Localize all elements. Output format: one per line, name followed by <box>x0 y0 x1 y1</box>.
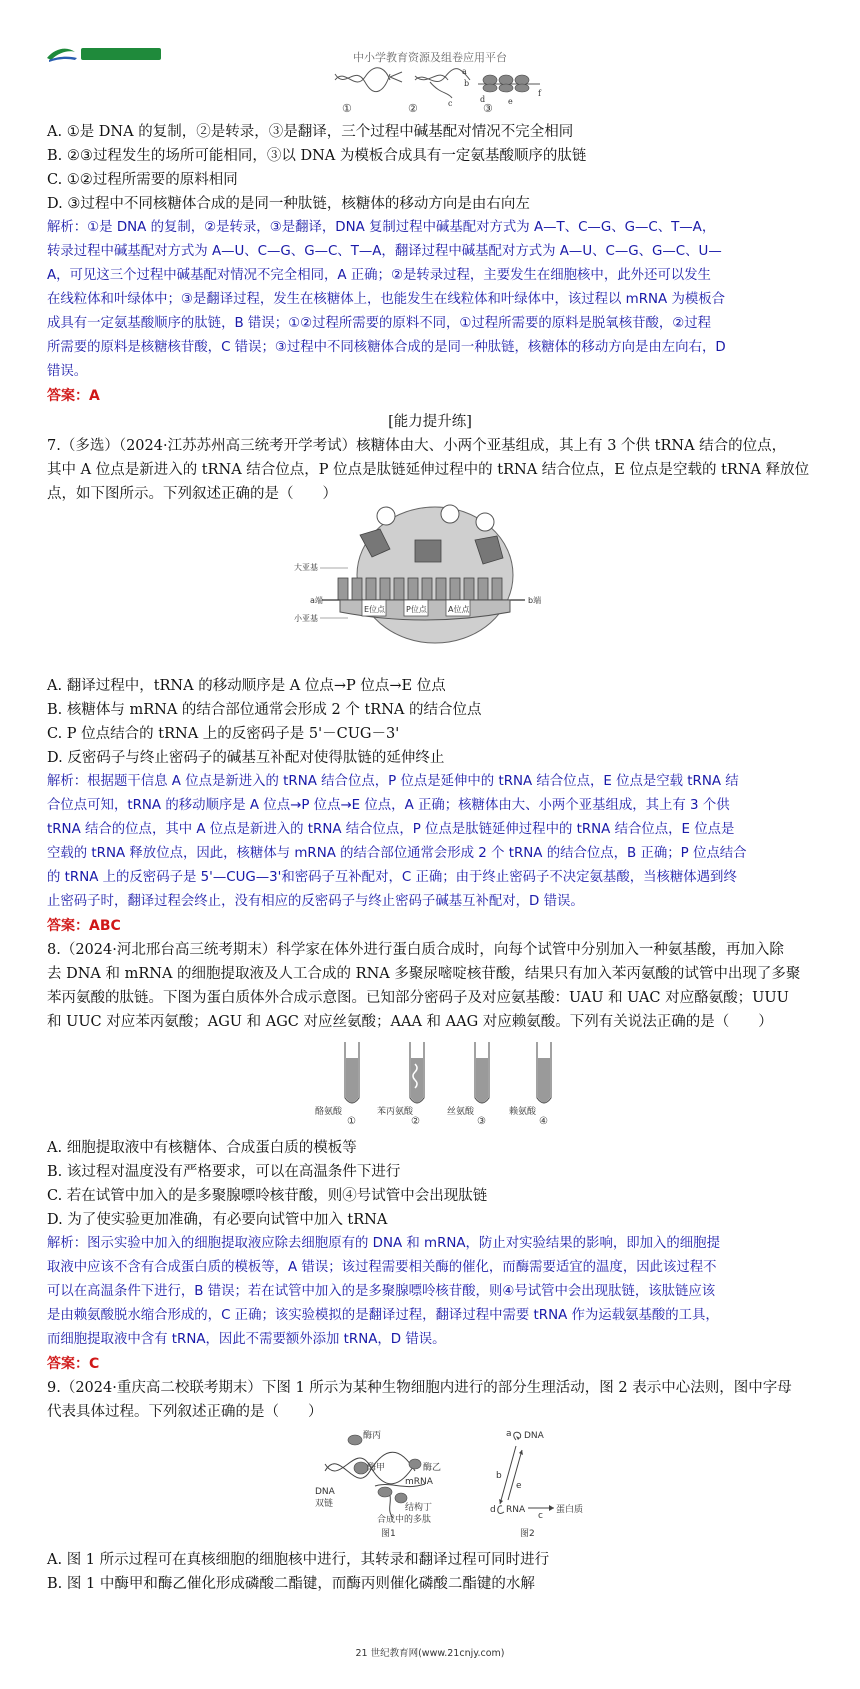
q8-analysis-line: 而细胞提取液中含有 tRNA，因此不需要额外添加 tRNA，D 错误。 <box>47 1332 446 1347</box>
q6-analysis-line: 解析：①是 DNA 的复制，②是转录，③是翻译，DNA 复制过程中碱基配对方式为 A—T、C—G、G—C、T—A， <box>47 220 716 235</box>
section-title: [能力提升练] <box>388 414 472 430</box>
label-peptide: 合成中的多肽 <box>377 1515 432 1525</box>
caption-figure-1: 图1 <box>381 1529 396 1539</box>
q7-analysis-line: 的 tRNA 上的反密码子是 5'—CUG—3'和密码子互补配对，C 正确；由于终止密码子不决定氨基酸，当核糖体遇到终 <box>47 870 737 885</box>
label-structure: 结构丁 <box>405 1503 433 1513</box>
page-footer: 21 世纪教育网(www.21cnjy.com) <box>355 1648 505 1659</box>
q7-analysis-line: 合位点可知，tRNA 的移动顺序是 A 位点→P 位点→E 位点，A 正确；核糖体由大、小两个亚基组成，其上有 3 个供 <box>47 798 730 813</box>
q6-option-d: D. ③过程中不同核糖体合成的是同一种肽链，核糖体的移动方向是由右向左 <box>47 196 530 212</box>
tube-label-4: 赖氨酸 <box>509 1107 537 1117</box>
q6-option-c: C. ①②过程所需要的原料相同 <box>47 172 238 188</box>
q6-analysis-line: 成具有一定氨基酸顺序的肽链，B 错误；①②过程所需要的原料不同，①过程所需要的原料是脱氧核苷酸，②过程 <box>47 316 712 331</box>
label-b: b <box>496 1471 502 1481</box>
q8-option-b: B. 该过程对温度没有严格要求，可以在高温条件下进行 <box>47 1164 401 1180</box>
label-d: d <box>480 95 486 104</box>
q7-option-d: D. 反密码子与终止密码子的碱基互补配对使得肽链的延伸终止 <box>47 750 445 766</box>
q7-answer: 答案：ABC <box>47 918 121 934</box>
q7-option-b: B. 核糖体与 mRNA 的结合部位通常会形成 2 个 tRNA 的结合位点 <box>47 702 482 718</box>
tube-number-1: ① <box>347 1116 356 1127</box>
label-dna: DNA <box>524 1431 544 1441</box>
q7-stem-line: 其中 A 位点是新进入的 tRNA 结合位点，P 位点是肽链延伸过程中的 tRNA 结合位点，E 位点是空载的 tRNA 释放位 <box>47 462 810 478</box>
q7-analysis-line: 解析：根据题干信息 A 位点是新进入的 tRNA 结合位点，P 位点是延伸中的 tRNA 结合位点，E 位点是空载 tRNA 结 <box>47 774 739 789</box>
q8-analysis-line: 取液中应该不含有合成蛋白质的模板等，A 错误；该过程需要相关酶的催化，而酶需要适宜的温度，因此该过程不 <box>47 1260 717 1275</box>
q7-option-c: C. P 位点结合的 tRNA 上的反密码子是 5'－CUG－3' <box>47 726 400 742</box>
q8-analysis-line: 可以在高温条件下进行，B 错误；若在试管中加入的是多聚腺嘌呤核苷酸，则④号试管中会出现肽链，该肽链应该 <box>47 1284 716 1299</box>
label-a: a <box>506 1429 512 1439</box>
q6-analysis-line: 转录过程中碱基配对方式为 A—U、C—G、G—C、T—A，翻译过程中碱基配对方式为 A—U、C—G、G—C、U— <box>47 244 722 259</box>
label-e: e <box>508 97 513 106</box>
tube-number-2: ② <box>411 1116 420 1127</box>
label-a-end: a端 <box>310 596 323 605</box>
tube-label-2: 苯丙氨酸 <box>377 1107 414 1117</box>
fig-test-tubes <box>305 1036 565 1127</box>
fig-q9-figure-1 <box>315 1426 465 1538</box>
q6-analysis-line: 所需要的原料是核糖核苷酸，C 错误；③过程中不同核糖体合成的是同一种肽链，核糖体的移动方向是由左向右，D <box>47 340 726 355</box>
q8-stem-line: 和 UUC 对应苯丙氨酸；AGU 和 AGC 对应丝氨酸；AAA 和 AAG 对应赖氨酸。下列有关说法正确的是（ ） <box>47 1014 773 1030</box>
tube-label-3: 丝氨酸 <box>447 1107 475 1117</box>
label-p-site: P位点 <box>406 605 427 614</box>
q9-stem-line: 代表具体过程。下列叙述正确的是（ ） <box>47 1404 323 1420</box>
fig-replication-transcription-translation <box>330 62 550 114</box>
q6-analysis-line: 在线粒体和叶绿体中；③是翻译过程，发生在核糖体上，也能发生在线粒体和叶绿体中，该过程以 mRNA 为模板合 <box>47 292 726 307</box>
label-enzyme-a: 酶甲 <box>367 1463 386 1473</box>
page-header <box>0 0 860 62</box>
label-b-end: b端 <box>528 596 542 605</box>
q7-stem-line: 点，如下图所示。下列叙述正确的是（ ） <box>47 486 337 502</box>
label-b: b <box>464 79 470 88</box>
label-a: a <box>462 67 467 76</box>
label-protein: 蛋白质 <box>556 1505 584 1515</box>
q7-analysis-line: tRNA 结合的位点，其中 A 位点是新进入的 tRNA 结合位点，P 位点是肽链延伸过程中的 tRNA 结合位点，E 位点是 <box>47 822 735 837</box>
q8-stem-line: 8.（2024·河北邢台高三统考期末）科学家在体外进行蛋白质合成时，向每个试管中分别加入一种氨基酸，再加入除 <box>47 942 784 958</box>
q7-stem-line: 7.（多选）（2024·江苏苏州高三统考开学考试）核糖体由大、小两个亚基组成，其上有 3 个供 tRNA 结合的位点， <box>47 438 787 454</box>
q6-analysis-line: A，可见这三个过程中碱基配对情况不完全相同，A 正确；②是转录过程，主要发生在细胞核中，此外还可以发生 <box>47 268 711 283</box>
label-mrna: mRNA <box>405 1477 433 1487</box>
label-d: d <box>490 1505 496 1515</box>
fig-number-2: ② <box>408 102 418 115</box>
label-large-subunit: 大亚基 <box>294 563 318 572</box>
fig-q9-figure-2 <box>490 1426 610 1538</box>
q9-option-a: A. 图 1 所示过程可在真核细胞的细胞核中进行，其转录和翻译过程可同时进行 <box>47 1552 550 1568</box>
q6-option-b: B. ②③过程发生的场所可能相同，③以 DNA 为模板合成具有一定氨基酸顺序的肽链 <box>47 148 587 164</box>
label-rna: RNA <box>506 1505 526 1515</box>
label-enzyme-b: 酶乙 <box>423 1463 442 1473</box>
q6-answer: 答案：A <box>47 388 100 404</box>
q8-answer: 答案：C <box>47 1356 100 1372</box>
tube-number-4: ④ <box>539 1116 548 1127</box>
fig-number-1: ① <box>342 102 352 115</box>
label-enzyme-c: 酶丙 <box>363 1431 382 1441</box>
q6-analysis-line: 错误。 <box>47 364 88 379</box>
label-f: f <box>538 89 541 98</box>
tube-number-3: ③ <box>477 1116 486 1127</box>
q8-analysis-line: 是由赖氨酸脱水缩合形成的，C 正确；该实验模拟的是翻译过程，翻译过程中需要 tRNA 作为运载氨基酸的工具， <box>47 1308 719 1323</box>
site-name: 中小学教育资源及组卷应用平台 <box>353 51 507 64</box>
q8-analysis-line: 解析：图示实验中加入的细胞提取液应除去细胞原有的 DNA 和 mRNA，防止对实验结果的影响，即加入的细胞提 <box>47 1236 720 1251</box>
fig-ribosome <box>294 500 560 662</box>
fig-number-3: ③ <box>483 102 493 115</box>
label-small-subunit: 小亚基 <box>294 614 318 623</box>
q9-stem-line: 9.（2024·重庆高二校联考期末）下图 1 所示为某种生物细胞内进行的部分生理活动，图 2 表示中心法则，图中字母 <box>47 1380 792 1396</box>
label-e-site: E位点 <box>364 605 386 614</box>
label-a-site: A位点 <box>448 605 470 614</box>
q8-stem-line: 苯丙氨酸的肽链。下图为蛋白质体外合成示意图。已知部分密码子及对应氨基酸：UAU 和 UAC 对应酪氨酸；UUU <box>47 990 789 1006</box>
label-c: c <box>538 1511 543 1521</box>
q8-option-a: A. 细胞提取液中有核糖体、合成蛋白质的模板等 <box>47 1140 357 1156</box>
q8-stem-line: 去 DNA 和 mRNA 的细胞提取液及人工合成的 RNA 多聚尿嘧啶核苷酸，结果只有加入苯丙氨酸的试管中出现了多聚 <box>47 966 801 982</box>
q7-analysis-line: 止密码子时，翻译过程会终止，没有相应的反密码子与终止密码子碱基互补配对，D 错误。 <box>47 894 584 909</box>
caption-figure-2: 图2 <box>520 1529 535 1539</box>
label-e: e <box>516 1481 522 1491</box>
q8-option-c: C. 若在试管中加入的是多聚腺嘌呤核苷酸，则④号试管中会出现肽链 <box>47 1188 488 1204</box>
q6-option-a: A. ①是 DNA 的复制，②是转录，③是翻译，三个过程中碱基配对情况不完全相同 <box>47 124 574 140</box>
label-double-strand: 双链 <box>315 1499 334 1509</box>
q9-option-b: B. 图 1 中酶甲和酶乙催化形成磷酸二酯键，而酶丙则催化磷酸二酯键的水解 <box>47 1576 535 1592</box>
tube-label-1: 酪氨酸 <box>315 1107 343 1117</box>
label-dna: DNA <box>315 1487 335 1497</box>
label-c: c <box>448 99 453 108</box>
q8-option-d: D. 为了使实验更加准确，有必要向试管中加入 tRNA <box>47 1212 388 1228</box>
q7-analysis-line: 空载的 tRNA 释放位点，因此，核糖体与 mRNA 的结合部位通常会形成 2 个 tRNA 的结合位点，B 正确；P 位点结合 <box>47 846 747 861</box>
q7-option-a: A. 翻译过程中，tRNA 的移动顺序是 A 位点→P 位点→E 位点 <box>47 678 446 694</box>
